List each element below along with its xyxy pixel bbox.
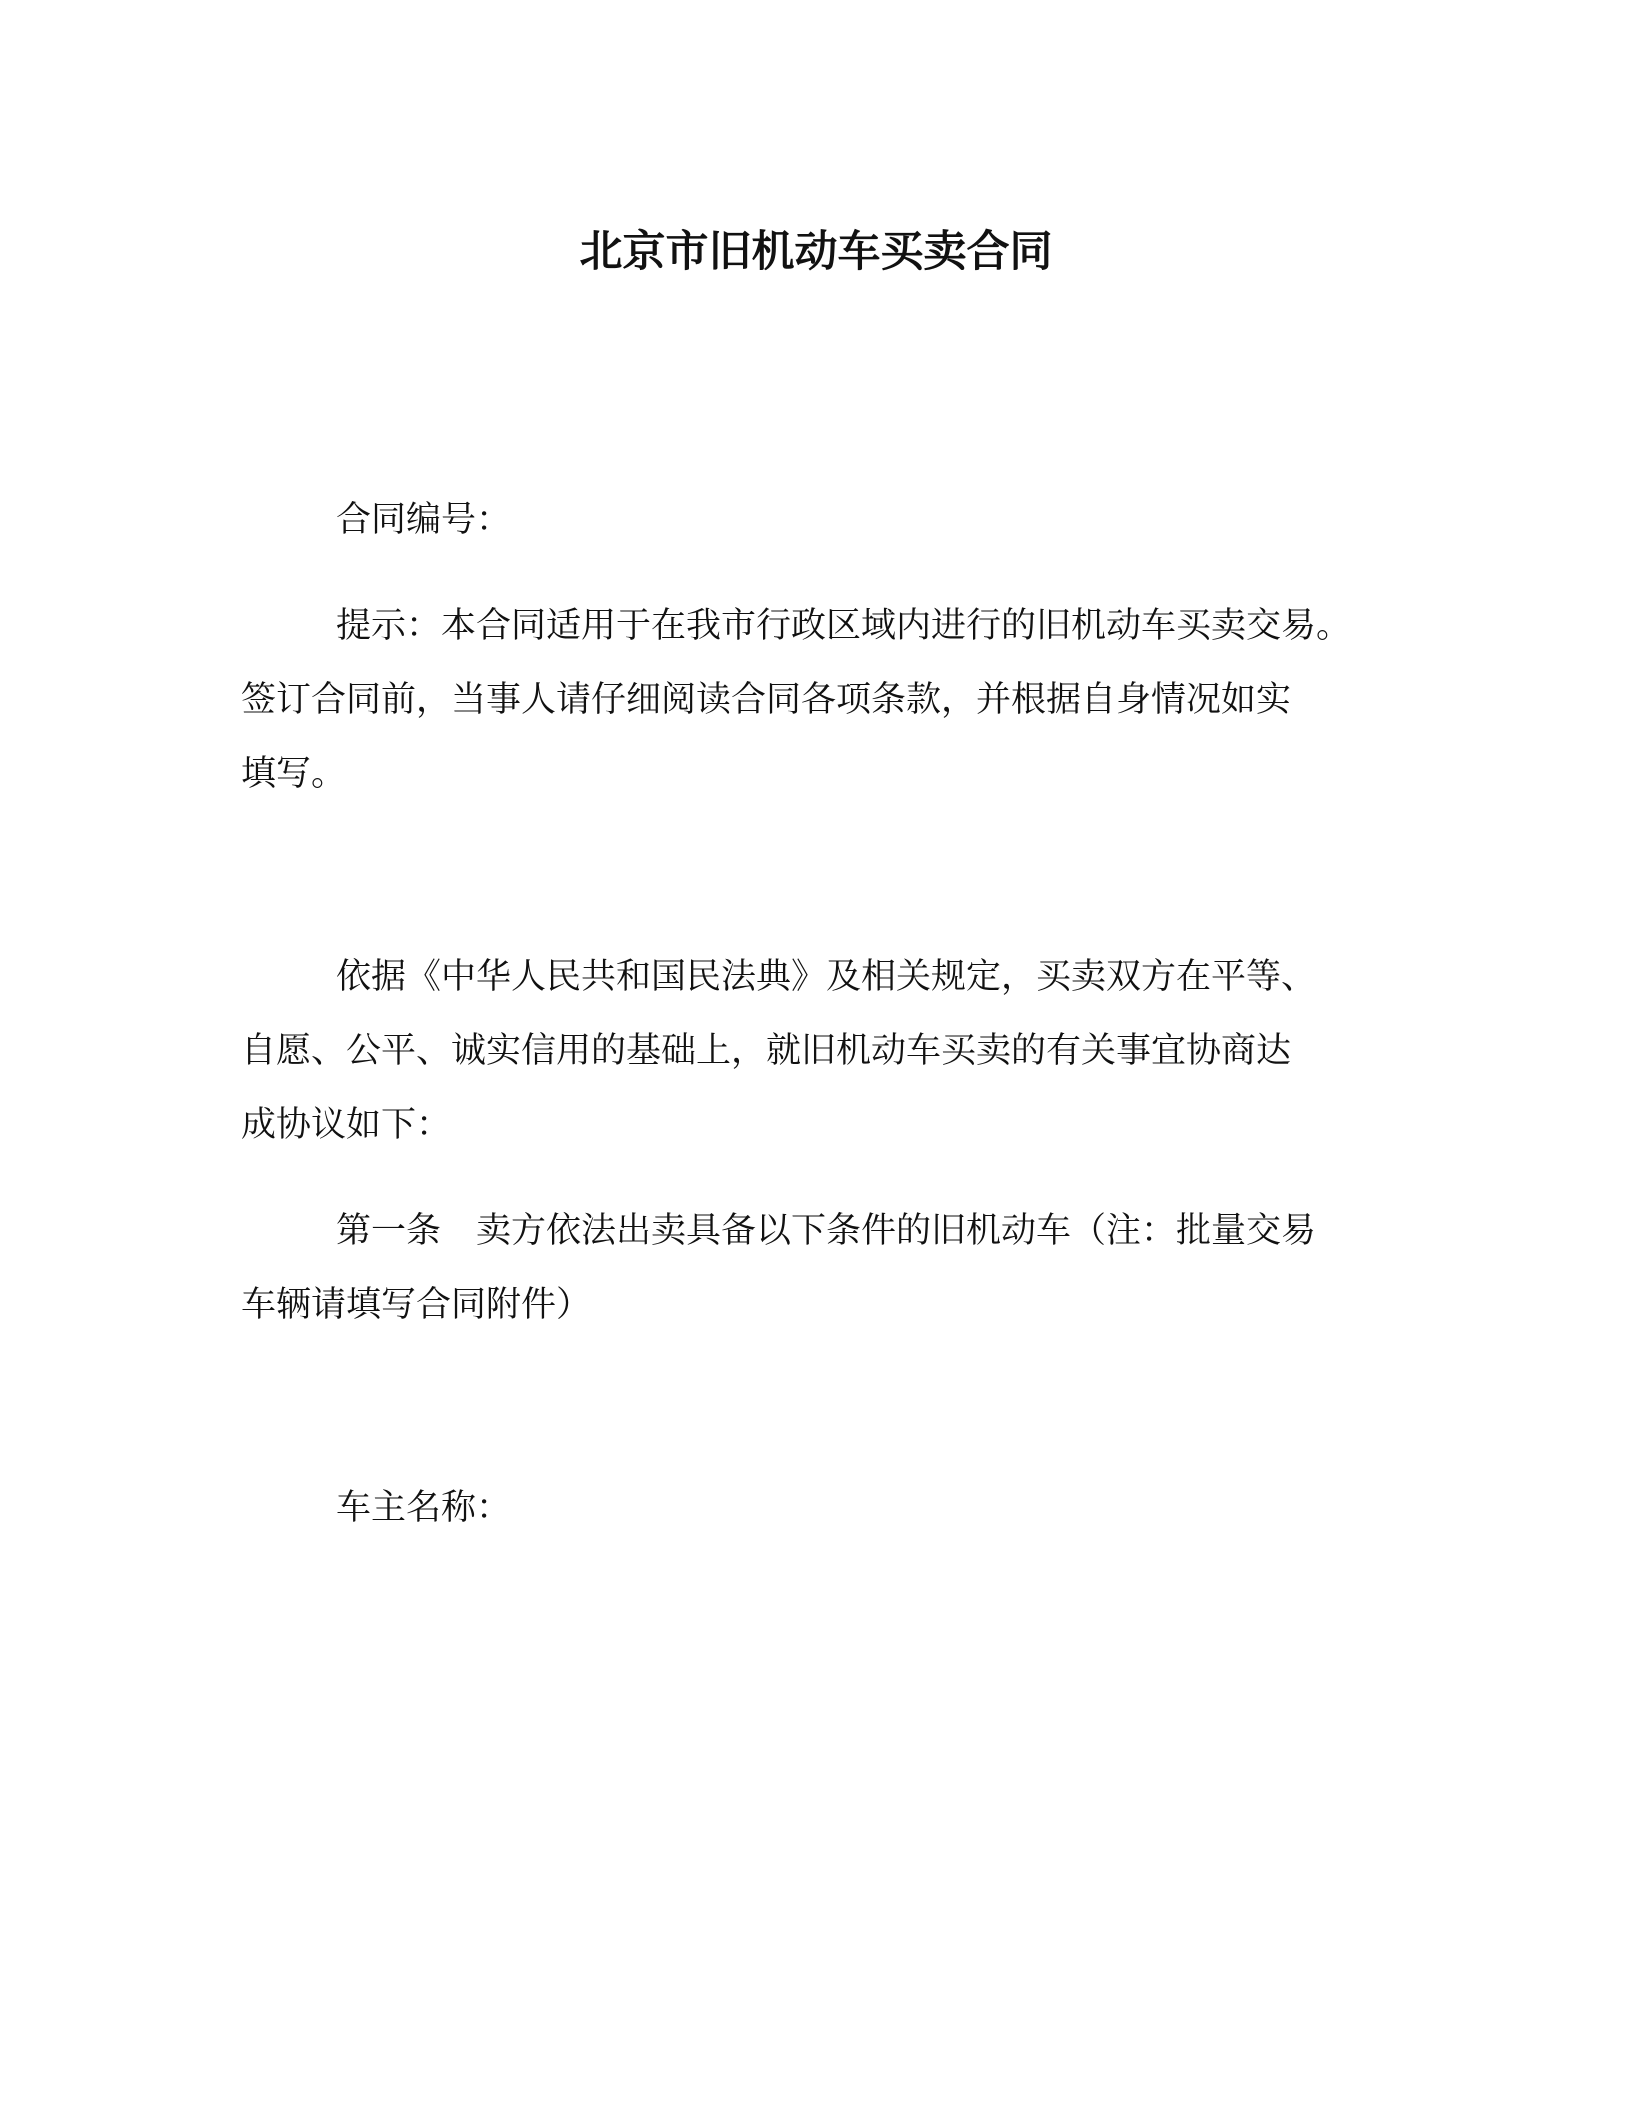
- document-title: 北京市旧机动车买卖合同: [579, 227, 1053, 277]
- article-1-line-1: 第一条 卖方依法出卖具备以下条件的旧机动车（注：批量交易: [336, 1211, 1317, 1251]
- owner-name-label: 车主名称：: [336, 1488, 512, 1528]
- article-1-line-2: 车辆请填写合同附件）: [241, 1285, 592, 1325]
- preamble-line-1: 依据《中华人民共和国民法典》及相关规定，买卖双方在平等、: [336, 957, 1317, 997]
- notice-line-3: 填写。: [241, 754, 347, 794]
- preamble-line-2: 自愿、公平、诚实信用的基础上，就旧机动车买卖的有关事宜协商达: [241, 1031, 1292, 1071]
- preamble-line-3: 成协议如下：: [241, 1105, 452, 1145]
- notice-line-1: 提示：本合同适用于在我市行政区域内进行的旧机动车买卖交易。: [336, 606, 1352, 646]
- contract-number-label: 合同编号：: [336, 500, 512, 540]
- notice-line-2: 签订合同前，当事人请仔细阅读合同各项条款，并根据自身情况如实: [241, 680, 1292, 720]
